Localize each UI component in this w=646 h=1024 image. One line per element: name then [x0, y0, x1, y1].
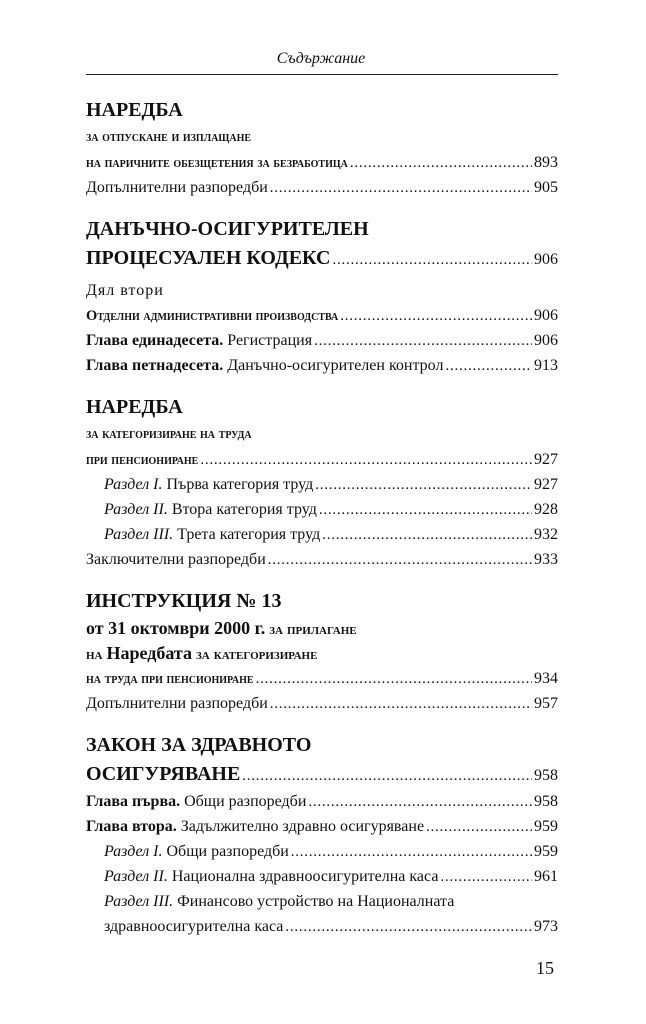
page-number: 958	[534, 793, 558, 810]
running-header: Съдържание	[276, 50, 366, 67]
toc-entry[interactable]: здравноосигурителна каса . . . 973	[86, 914, 558, 939]
toc-section-subtitle: за отпускане и изплащане	[86, 129, 252, 145]
toc-entry[interactable]: Глава петнадесета. Данъчно-осигурителен контрол . . . 913	[86, 353, 558, 378]
dot-leader	[308, 790, 532, 815]
dot-leader	[291, 840, 532, 865]
page-number: 906	[534, 251, 558, 268]
toc-entry[interactable]: Отделни административни производства . . . 906	[86, 303, 558, 328]
page-number: 928	[534, 501, 558, 518]
dot-leader	[200, 448, 532, 473]
dot-leader	[268, 548, 532, 573]
toc-entry[interactable]: Раздел III. Финансово устройство на Националната	[104, 893, 455, 910]
page-number: 961	[534, 868, 558, 885]
header-rule	[86, 74, 558, 75]
page-number: 959	[534, 818, 558, 835]
toc-entry[interactable]: Допълнителни разпоредби . . . 905	[86, 175, 558, 200]
toc-section-title: ЗАКОН ЗА ЗДРАВНОТО	[86, 734, 312, 756]
toc-entry[interactable]: на труда при пенсиониране . . . 934	[86, 666, 558, 691]
page-number: 906	[534, 332, 558, 349]
page-number: 933	[534, 551, 558, 568]
page-number: 927	[534, 451, 558, 468]
dot-leader	[285, 915, 532, 940]
dot-leader	[242, 762, 532, 791]
toc-entry[interactable]: Раздел I. Общи разпоредби . . . 959	[86, 839, 558, 864]
toc-entry[interactable]: Заключителни разпоредби . . . 933	[86, 547, 558, 572]
page-number: 959	[534, 843, 558, 860]
dot-leader	[426, 815, 532, 840]
toc-entry[interactable]: Раздел II. Национална здравноосигурителна каса . . . 961	[86, 864, 558, 889]
page-number: 913	[534, 357, 558, 374]
toc-entry[interactable]: на паричните обезщетения за безработица . . . 893	[86, 150, 558, 175]
page-number: 905	[534, 179, 558, 196]
toc-entry[interactable]: Глава първа. Общи разпоредби . . . 958	[86, 789, 558, 814]
toc-entry[interactable]: Допълнителни разпоредби . . . 957	[86, 691, 558, 716]
dot-leader	[319, 498, 532, 523]
toc-entry[interactable]: Раздел III. Трета категория труд . . . 932	[86, 522, 558, 547]
dot-leader	[256, 667, 532, 692]
toc-entry[interactable]: Глава втора. Задължително здравно осигуряване . . . 959	[86, 814, 558, 839]
toc-entry[interactable]: Раздел I. Първа категория труд . . . 927	[86, 472, 558, 497]
page-footer-number: 15	[536, 958, 554, 978]
dot-leader	[314, 329, 532, 354]
toc-part-label: Дял втори	[86, 282, 164, 299]
page-number: 934	[534, 670, 558, 687]
toc-section-subtitle: от 31 октомври 2000 г. за прилагане	[86, 618, 357, 638]
dot-leader	[270, 692, 532, 717]
page-number: 932	[534, 526, 558, 543]
toc-section-subtitle: на Наредбата за категоризиране	[86, 643, 318, 663]
page-number: 958	[534, 767, 558, 784]
table-of-contents	[86, 96, 558, 939]
page-number: 906	[534, 307, 558, 324]
toc-entry[interactable]: ОСИГУРЯВАНЕ . . . 958	[86, 760, 558, 789]
toc-entry[interactable]: при пенсиониране . . . 927	[86, 447, 558, 472]
page-number: 927	[534, 476, 558, 493]
dot-leader	[315, 473, 532, 498]
toc-entry[interactable]: Глава единадесета. Регистрация . . . 906	[86, 328, 558, 353]
toc-section-title: НАРЕДБА	[86, 396, 183, 418]
dot-leader	[333, 246, 532, 275]
toc-section-title: НАРЕДБА	[86, 99, 183, 121]
page-number: 957	[534, 695, 558, 712]
dot-leader	[340, 304, 532, 329]
toc-section-title: ИНСТРУКЦИЯ № 13	[86, 590, 282, 612]
dot-leader	[270, 176, 532, 201]
dot-leader	[440, 865, 532, 890]
dot-leader	[350, 151, 532, 176]
page-number: 973	[534, 918, 558, 935]
dot-leader	[445, 354, 532, 379]
dot-leader	[322, 523, 532, 548]
page-number: 893	[534, 154, 558, 171]
toc-section-subtitle: за категоризиране на труда	[86, 426, 252, 442]
toc-section-title: ДАНЪЧНО-ОСИГУРИТЕЛЕН	[86, 218, 369, 240]
toc-entry[interactable]: Раздел II. Втора категория труд . . . 928	[86, 497, 558, 522]
toc-entry[interactable]: ПРОЦЕСУАЛЕН КОДЕКС . . . 906	[86, 244, 558, 273]
